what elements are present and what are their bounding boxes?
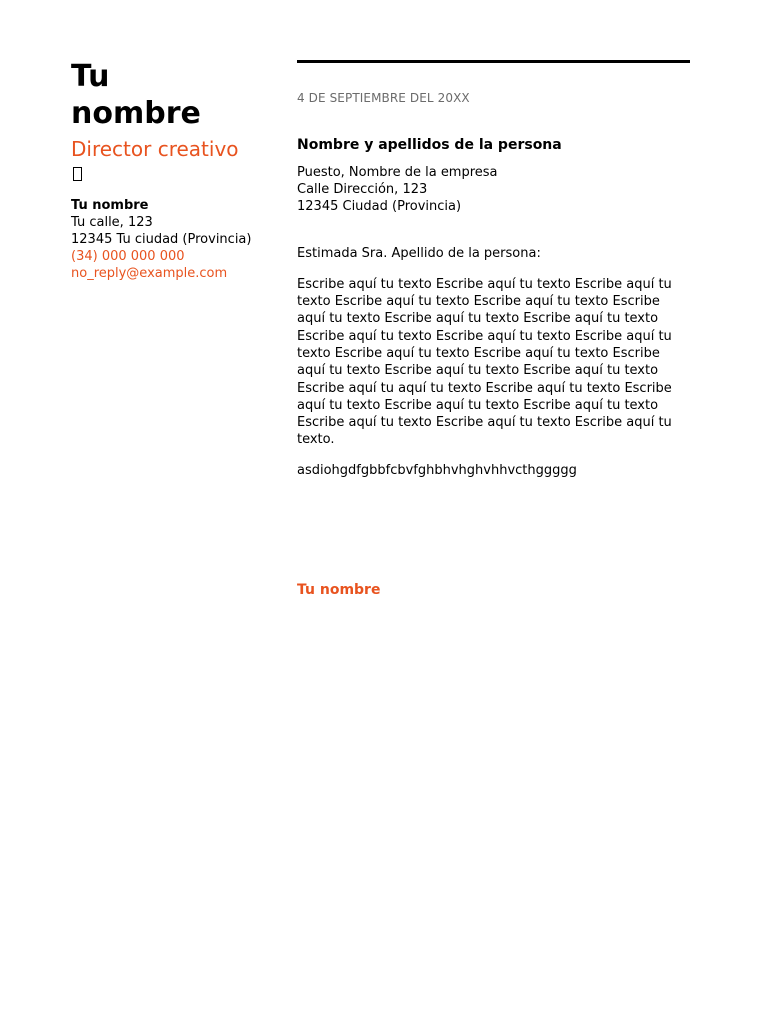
letter-date: 4 DE SEPTIEMBRE DEL 20XX xyxy=(297,91,470,105)
sender-name-heading: Tu nombre xyxy=(71,59,201,131)
letter-column xyxy=(297,90,689,599)
signature-name: Tu nombre xyxy=(297,582,381,599)
recipient-street: Calle Dirección, 123 xyxy=(297,181,428,197)
sender-role: Director creativo xyxy=(71,137,239,161)
letter-body: Escribe aquí tu texto Escribe aquí tu texto Escribe aquí tu texto Escribe aquí tu texto Escribe aquí tu texto Escribe aquí tu texto Escribe aquí tu texto Escribe aquí tu texto Escribe aquí tu texto Escribe aquí tu texto Escribe aquí tu texto Escribe aquí tu texto Escribe aquí tu texto Escribe aquí tu texto Escribe aquí tu texto Escribe aquí tu texto Escribe aquí tu aquí tu texto Escribe aquí tu texto Escribe aquí tu texto Escribe aquí tu texto Escribe aquí tu texto Escribe aquí tu texto Escribe aquí tu texto Escribe aquí tu texto. xyxy=(297,276,672,448)
missing-glyph-icon xyxy=(71,162,281,185)
letter-extra-line: asdiohgdfgbbfcbvfghbhvhghvhhvcthggggg xyxy=(297,462,577,478)
sender-contact xyxy=(71,197,281,282)
recipient-city: 12345 Ciudad (Provincia) xyxy=(297,199,462,215)
greeting: Estimada Sra. Apellido de la persona: xyxy=(297,246,541,262)
sender-column xyxy=(71,58,281,282)
sender-city: 12345 Tu ciudad (Provincia) xyxy=(71,232,252,247)
header-rule xyxy=(297,60,690,63)
sender-phone: (34) 000 000 000 xyxy=(71,249,185,264)
sender-contact-name: Tu nombre xyxy=(71,198,149,213)
recipient-position: Puesto, Nombre de la empresa xyxy=(297,164,498,180)
sender-email: no_reply@example.com xyxy=(71,266,228,281)
recipient-address xyxy=(297,164,689,216)
sender-street: Tu calle, 123 xyxy=(71,215,153,230)
recipient-name: Nombre y apellidos de la persona xyxy=(297,137,562,154)
